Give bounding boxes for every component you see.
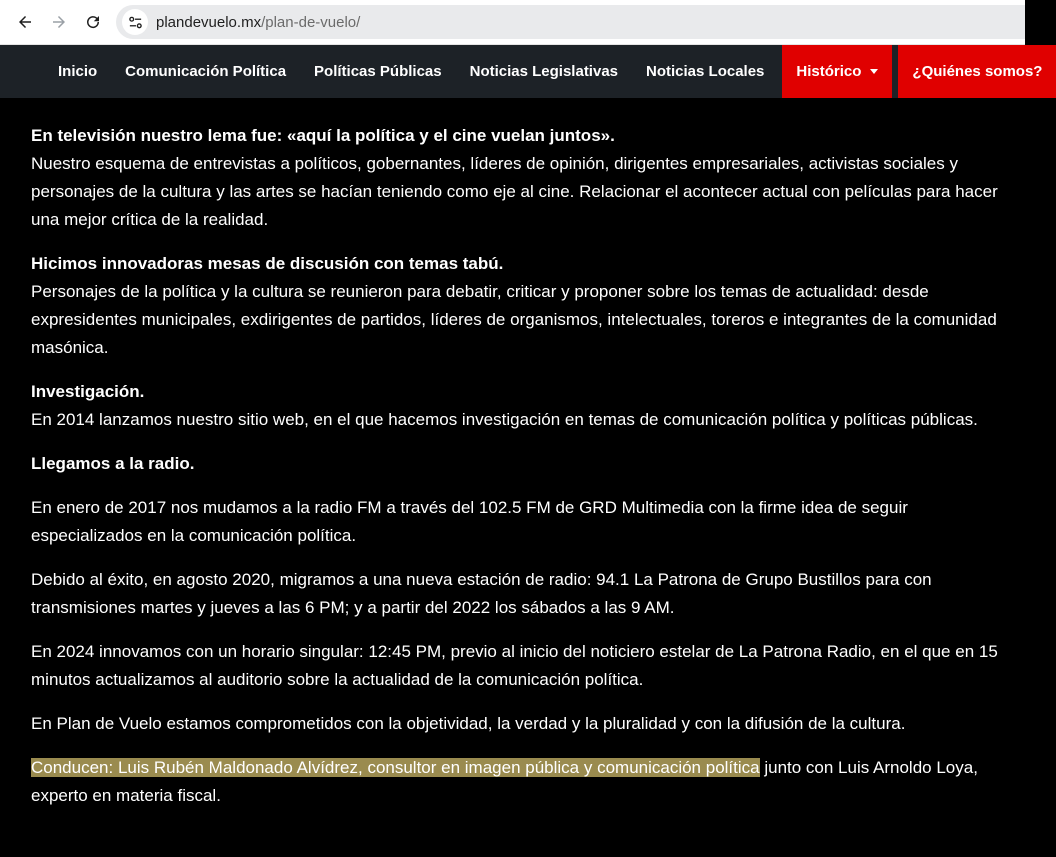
investigacion-text: En 2014 lanzamos nuestro sitio web, en el que hacemos investigación en temas de comunicación política y políticas públicas. — [31, 410, 978, 429]
mesas-text: Personajes de la política y la cultura se reunieron para debatir, criticar y proponer sobre los temas de actualidad: desde expresidentes municipales, exdirigentes de partidos, líderes de organismos, intelectuales, toreros e integrantes de la comunidad masónica. — [31, 282, 997, 357]
radio-paragraph-3: En 2024 innovamos con un horario singular: 12:45 PM, previo al inicio del noticiero estelar de La Patrona Radio, en el que en 15 minutos actualizamos al auditorio sobre la actualidad de la comunicación política. — [31, 642, 998, 689]
nav-politicas-publicas[interactable]: Políticas Públicas — [314, 63, 442, 80]
mesas-heading: Hicimos innovadoras mesas de discusión con temas tabú. — [31, 254, 504, 273]
radio-paragraph-1: En enero de 2017 nos mudamos a la radio FM a través del 102.5 FM de GRD Multimedia con la firme idea de seguir especializados en la comunicación política. — [31, 498, 908, 545]
site-settings-icon[interactable] — [122, 9, 148, 35]
caret-down-icon — [870, 69, 878, 74]
nav-quienes-somos[interactable]: ¿Quiénes somos? — [898, 45, 1056, 98]
url-domain: plandevuelo.mx — [156, 13, 262, 31]
mesas-paragraph — [31, 250, 1011, 362]
site-navigation — [0, 45, 1043, 98]
hosts-paragraph — [31, 754, 1011, 810]
nav-noticias-legislativas[interactable]: Noticias Legislativas — [469, 63, 619, 80]
nav-historico-label: Histórico — [796, 63, 862, 80]
nav-noticias-locales[interactable]: Noticias Locales — [646, 63, 765, 80]
url-path: /plan-de-vuelo/ — [261, 13, 361, 31]
tv-heading: En televisión nuestro lema fue: «aquí la política y el cine vuelan juntos». — [31, 126, 615, 145]
nav-comunicacion-politica[interactable]: Comunicación Política — [125, 63, 287, 80]
investigacion-heading: Investigación. — [31, 382, 145, 401]
address-bar[interactable] — [116, 5, 1025, 39]
radio-heading: Llegamos a la radio. — [31, 454, 195, 473]
nav-inicio[interactable]: Inicio — [58, 63, 98, 80]
hosts-highlighted-text: Conducen: Luis Rubén Maldonado Alvídrez, consultor en imagen pública y comunicación política — [31, 758, 760, 777]
hosts-rest-text: junto con Luis Arnoldo Loya, experto en materia fiscal. — [31, 758, 978, 805]
tv-text: Nuestro esquema de entrevistas a políticos, gobernantes, líderes de opinión, dirigentes empresariales, activistas sociales y personajes de la cultura y las artes se hacían teniendo como eje al cine. Relacionar el acontecer actual con películas para hacer una mejor crítica de la realidad. — [31, 154, 998, 229]
tv-paragraph — [31, 122, 1011, 234]
nav-historico[interactable] — [782, 45, 892, 98]
browser-toolbar — [0, 0, 1025, 45]
forward-button[interactable] — [42, 5, 76, 39]
arrow-left-icon — [16, 13, 34, 31]
reload-icon — [84, 13, 102, 31]
back-button[interactable] — [8, 5, 42, 39]
investigacion-paragraph — [31, 378, 1011, 434]
article-content — [0, 98, 1025, 810]
reload-button[interactable] — [76, 5, 110, 39]
radio-paragraph-2: Debido al éxito, en agosto 2020, migramos a una nueva estación de radio: 94.1 La Patrona de Grupo Bustillos para con transmisiones martes y jueves a las 6 PM; y a partir del 2022 los sábados a las 9 AM. — [31, 570, 932, 617]
arrow-right-icon — [50, 13, 68, 31]
radio-heading-paragraph — [31, 450, 1011, 478]
commitment-paragraph: En Plan de Vuelo estamos comprometidos con la objetividad, la verdad y la pluralidad y con la difusión de la cultura. — [31, 714, 906, 733]
